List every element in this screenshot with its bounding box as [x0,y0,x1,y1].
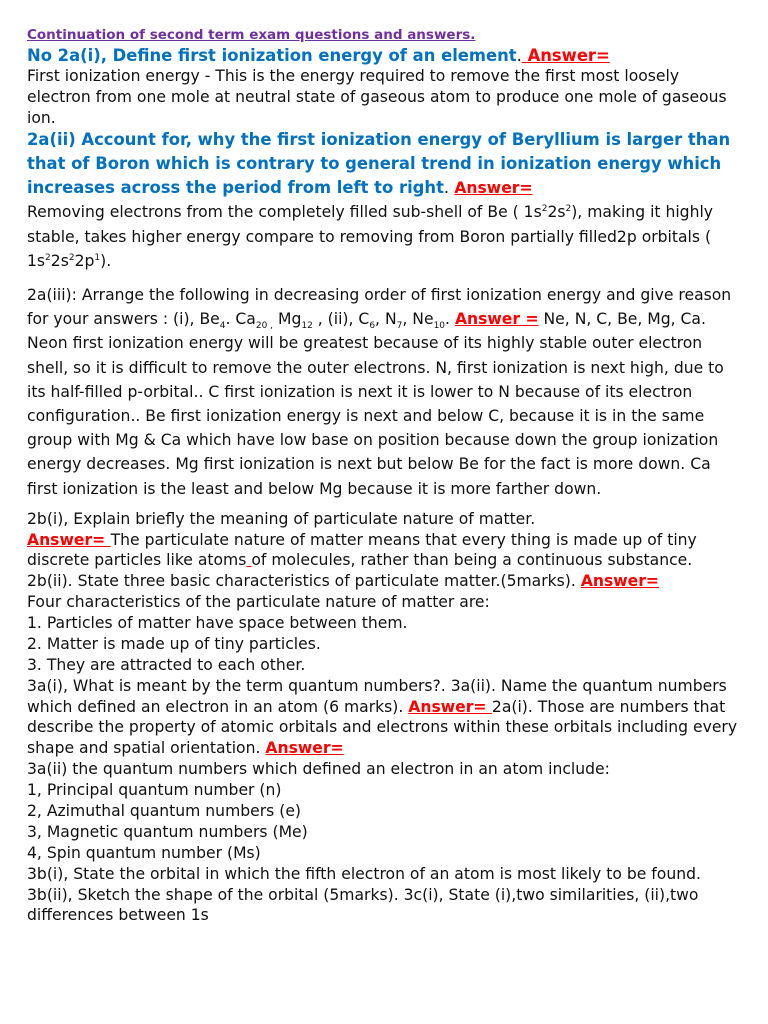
answer-label-3a: Answer= [408,697,492,716]
characteristics-list [27,613,746,676]
list-item: 3. They are attracted to each other. [27,655,306,674]
question-2b-ii: 2b(ii). State three basic characteristics of particulate matter.(5marks). Answer= [27,572,660,591]
list-item: 3, Magnetic quantum numbers (Me) [27,822,308,841]
question-2b-i: 2b(i), Explain briefly the meaning of particulate nature of matter. [27,509,536,528]
answer-2a-ii: Removing electrons from the completely filled sub-shell of Be ( $1s^22s^2$), making it highly stable, takes higher energy compare to removing from Boron partially filled2p orbitals ( $1s^22s^22p^1$). [27,203,714,270]
answer-label-3a-ii: Answer= [265,739,344,758]
answer-label-2a-ii: Answer= [454,179,533,198]
list-item: 1, Principal quantum number (n) [27,780,282,799]
list-item: 1. Particles of matter have space between them. [27,613,408,632]
question-2a-ii [27,128,746,200]
question-3b: 3b(i), State the orbital in which the fifth electron of an atom is most likely to be found. 3b(ii), Sketch the shape of the orbital (5marks). 3c(i), State (i),two similarities, (ii),two differences between 1s [27,864,701,925]
answer-label-2a-iii: Answer = [454,310,539,329]
answer-2a-i: First ionization energy - This is the energy required to remove the first most loosely electron from one mole at neutral state of gaseous atom to produce one mole of gaseous ion. [27,67,727,127]
list-item: 2. Matter is made up of tiny particles. [27,634,321,653]
question-3a: 3a(i), What is meant by the term quantum numbers?. 3a(ii). Name the quantum numbers which defined an electron in an atom (6 marks). Answer= 2a(i). Those are numbers that describe the property of atomic orbitals and electrons within these orbitals including every shape and spatial orientation. Answer= [27,676,738,758]
question-2a-iii: 2a(iii): Arrange the following in decreasing order of first ionization energy and give reason for your answers : (i), $Be_4$. $Ca_{20 ,}$ $Mg_{12}$ , (ii), $C_6$, $N_7$, $Ne_{10}$. Answer = Ne, N, C, Be, Mg, Ca. Neon first ionization energy will be greatest because of its highly stable outer electron shell, so it is difficult to remove the outer electrons. N, first ionization is next high, due to its half-filled p-orbital.. C first ionization is next it is lower to N because of its electron configuration.. Be first ionization energy is next and below C, because it is in the same group with Mg & Ca which have low base on position because down the group ionization energy decreases. Mg first ionization is next but below Be for the fact is more down. Ca first ionization is the least and below Mg because it is more farther down. [27,286,732,498]
question-2a-ii-text: 2a(ii) Account for, why the first ionization energy of Beryllium is larger than that of Boron which is contrary to general trend in ionization energy which increases across the period from left to right [27,130,731,198]
list-item: 4, Spin quantum number (Ms) [27,843,261,862]
answer-3a-ii-intro: 3a(ii) the quantum numbers which defined an electron in an atom include: [27,760,610,778]
question-2a-i-text: No 2a(i), Define first ionization energy of an element [27,46,517,65]
answer-label-2a-i: Answer= [527,46,610,65]
answer-2a-iii: Ne, N, C, Be, Mg, Ca. Neon first ionization energy will be greatest because of its highly stable outer electron shell, so it is difficult to remove the outer electrons. N, first ionization is next high, due to its half-filled p-orbital.. C first ionization is next it is lower to N because of its electron configuration.. Be first ionization energy is next and below C, because it is in the same group with Mg & Ca which have low base on position because down the group ionization energy decreases. Mg first ionization is next but below Be for the fact is more down. Ca first ionization is the least and below Mg because it is more farther down. [27,310,724,498]
question-2a-i [27,46,746,66]
question-2a-i-end: . [516,46,522,65]
question-2a-ii-end: . [443,178,450,198]
answer-2b-i: Answer= The particulate nature of matter means that every thing is made up of tiny discrete particles like atoms of molecules, rather than being a continuous substance. [27,530,697,570]
list-item: 2, Azimuthal quantum numbers (e) [27,801,302,820]
document-title: Continuation of second term exam questions and answers. [27,27,476,43]
answer-label-2b-i: Answer= [27,530,111,549]
answer-label-2b-ii: Answer= [580,572,660,591]
answer-2b-ii-intro: Four characteristics of the particulate nature of matter are: [27,593,490,612]
quantum-numbers-list [27,780,746,864]
